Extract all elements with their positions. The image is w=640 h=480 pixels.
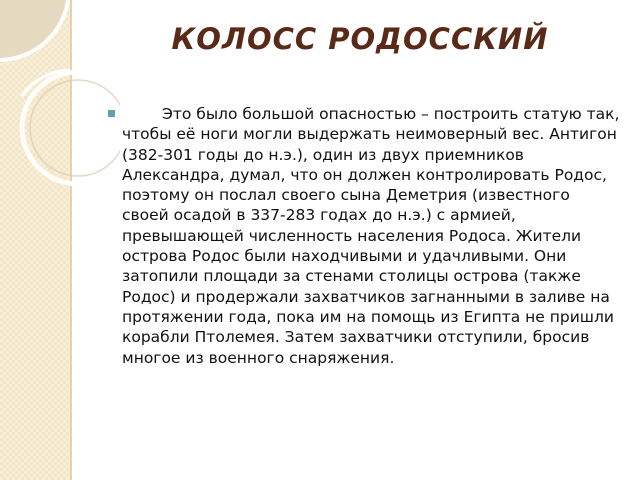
body-paragraph: Это было большой опасностью – построить статую так, чтобы её ноги могли выдержать неимоверный вес. Антигон (382-301 годы до н.э.), один из двух приемников Александра, думал, что он должен контролировать Родос, поэтому он послал своего сына Деметрия (известного своей осадой в 337-283 годах до н.э.) с армией, превышающей численность населения Родоса. Жители острова Родос были находчивыми и удачливыми. Они затопили площади за стенами столицы острова (также Родос) и продержали захватчиков загнанными в заливе на протяжении года, пока им на помощь из Египта не пришли корабли Птолемея. Затем захватчики отступили, бросив многое из военного снаряжения.	[122, 105, 620, 367]
slide-body	[108, 104, 620, 368]
slide-title: КОЛОСС РОДОССКИЙ	[171, 22, 549, 56]
square-bullet-icon	[108, 110, 115, 117]
